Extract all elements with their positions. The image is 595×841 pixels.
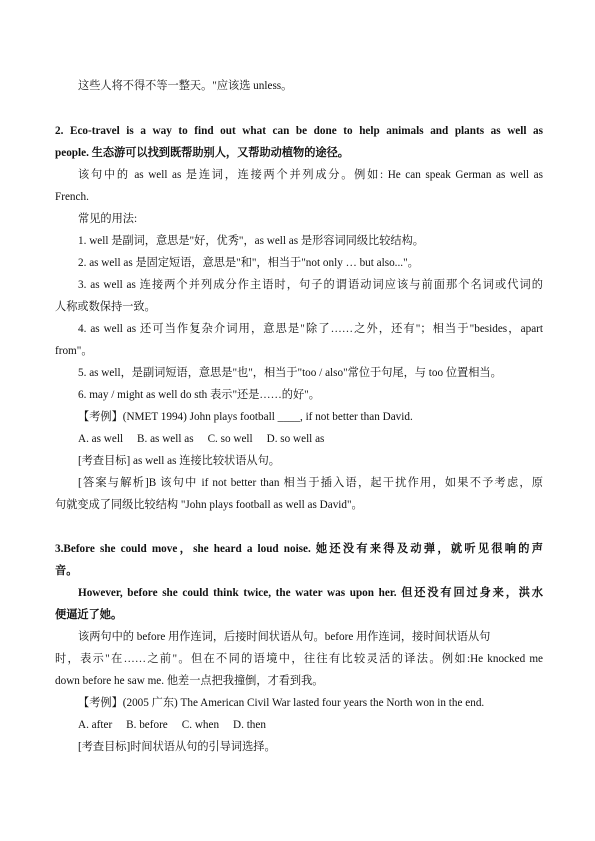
sentence-heading: 便逼近了她。 bbox=[55, 609, 123, 621]
answer-options: A. as well B. as well as C. so well D. so well as bbox=[78, 433, 325, 445]
sentence-heading: people. 生态游可以找到既帮助别人，又帮助动植物的途径。 bbox=[55, 147, 349, 159]
text-line: 句就变成了同级比较结构 "John plays football as well as David"。 bbox=[55, 499, 363, 511]
text-line: 常见的用法: bbox=[78, 213, 138, 225]
text-line: 时，表示"在……之前"。但在不同的语境中，往往有比较灵活的译法。例如:He knocked me bbox=[55, 653, 543, 665]
text-line: 该句中的 as well as 是连词，连接两个并列成分。例如: He can speak German as well as bbox=[78, 169, 543, 181]
example-question: 【考例】(2005 广东) The American Civil War lasted four years the North won in the end. bbox=[78, 697, 485, 709]
text-line: 人称或数保持一致。 bbox=[55, 301, 156, 313]
text-line: 该两句中的 before 用作连词，后接时间状语从句。before 用作连词，接时间状语从句 bbox=[78, 631, 491, 643]
text-line: down before he saw me. 他差一点把我撞倒，才看到我。 bbox=[55, 675, 324, 687]
sentence-heading: 音。 bbox=[55, 565, 78, 577]
sentence-heading: 2. Eco-travel is a way to find out what can be done to help animals and plants as well as bbox=[55, 125, 543, 137]
list-item: 3. as well as 连接两个并列成分作主语时，句子的谓语动词应该与前面那个名词或代词的 bbox=[78, 279, 543, 291]
list-item: 6. may / might as well do sth 表示"还是……的好"。 bbox=[78, 389, 320, 401]
text-line: [考查目标]时间状语从句的引导词选择。 bbox=[78, 741, 276, 753]
sentence-heading: 3.Before she could move，she heard a loud noise. 她还没有来得及动弹，就听见很响的声 bbox=[55, 543, 543, 555]
text-line: [考查目标] as well as 连接比较状语从句。 bbox=[78, 455, 280, 467]
text-line: [答案与解析]B 该句中 if not better than 相当于插入语，起干扰作用，如果不予考虑，原 bbox=[78, 477, 543, 489]
text-line: French. bbox=[55, 191, 89, 203]
sentence-heading: However, before she could think twice, the water was upon her. 但还没有回过身来，洪水 bbox=[78, 587, 543, 599]
list-item: 2. as well as 是固定短语，意思是"和"，相当于"not only … but also..."。 bbox=[78, 257, 419, 269]
list-item: 5. as well，是副词短语，意思是"也"，相当于"too / also"常位于句尾，与 too 位置相当。 bbox=[78, 367, 502, 379]
example-question: 【考例】(NMET 1994) John plays football ____, if not better than David. bbox=[78, 411, 413, 423]
answer-options: A. after B. before C. when D. then bbox=[78, 719, 266, 731]
text-line: from"。 bbox=[55, 345, 93, 357]
text-line: 这些人将不得不等一整天。"应该选 unless。 bbox=[78, 80, 293, 92]
list-item: 1. well 是副词，意思是"好，优秀"，as well as 是形容词同级比较结构。 bbox=[78, 235, 424, 247]
list-item: 4. as well as 还可当作复杂介词用，意思是"除了……之外，还有"；相当于"besides，apart bbox=[78, 323, 543, 335]
